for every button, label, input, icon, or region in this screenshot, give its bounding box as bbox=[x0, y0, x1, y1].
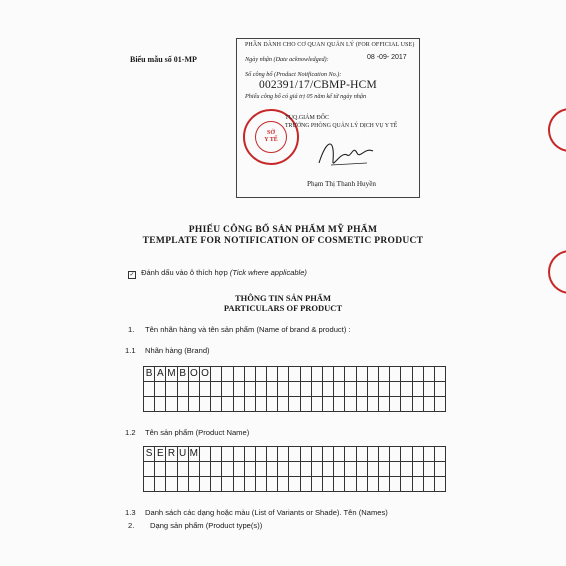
grid-cell bbox=[211, 367, 222, 382]
grid-cell bbox=[289, 382, 300, 397]
tick-instruction-en: (Tick where applicable) bbox=[229, 268, 307, 277]
signer-name: Phạm Thị Thanh Huyền bbox=[307, 180, 377, 188]
grid-cell bbox=[211, 477, 222, 492]
grid-cell bbox=[255, 382, 266, 397]
grid-cell bbox=[278, 397, 289, 412]
grid-cell bbox=[356, 462, 367, 477]
date-acknowledged-value: 08 -09- 2017 bbox=[367, 54, 407, 61]
grid-cell bbox=[334, 382, 345, 397]
grid-cell: B bbox=[177, 367, 188, 382]
grid-row bbox=[144, 367, 446, 382]
grid-cell bbox=[222, 462, 233, 477]
seal-text-top: SỞ bbox=[266, 130, 275, 136]
grid-cell bbox=[289, 477, 300, 492]
grid-cell bbox=[300, 367, 311, 382]
grid-cell bbox=[401, 382, 412, 397]
grid-cell bbox=[166, 462, 177, 477]
grid-cell bbox=[412, 382, 423, 397]
grid-cell bbox=[233, 382, 244, 397]
grid-cell bbox=[188, 462, 199, 477]
grid-cell: A bbox=[155, 367, 166, 382]
grid-cell bbox=[278, 462, 289, 477]
grid-cell bbox=[323, 477, 334, 492]
grid-cell: O bbox=[188, 367, 199, 382]
grid-cell bbox=[300, 397, 311, 412]
handwritten-signature bbox=[317, 133, 377, 173]
item-1-2-number: 1.2 bbox=[125, 428, 136, 437]
grid-cell bbox=[401, 447, 412, 462]
grid-cell bbox=[199, 397, 210, 412]
grid-cell bbox=[434, 477, 445, 492]
grid-cell bbox=[188, 477, 199, 492]
grid-cell bbox=[255, 367, 266, 382]
document-title-en: TEMPLATE FOR NOTIFICATION OF COSMETIC PRODUCT bbox=[142, 236, 424, 246]
grid-row bbox=[144, 447, 446, 462]
grid-cell bbox=[166, 382, 177, 397]
grid-cell bbox=[345, 477, 356, 492]
item-1-1-text: Nhãn hàng (Brand) bbox=[145, 346, 210, 355]
grid-cell bbox=[267, 477, 278, 492]
grid-cell bbox=[199, 477, 210, 492]
grid-cell bbox=[222, 397, 233, 412]
item-2-text: Dạng sản phẩm (Product type(s)) bbox=[150, 521, 263, 530]
grid-cell bbox=[244, 477, 255, 492]
grid-cell bbox=[356, 447, 367, 462]
grid-cell: E bbox=[155, 447, 166, 462]
grid-cell bbox=[233, 477, 244, 492]
grid-cell bbox=[401, 462, 412, 477]
tick-instruction-vi: Đánh dấu vào ô thích hợp bbox=[141, 268, 228, 277]
item-1-1-number: 1.1 bbox=[125, 346, 136, 355]
grid-cell bbox=[423, 382, 434, 397]
grid-cell bbox=[199, 447, 210, 462]
grid-cell bbox=[233, 397, 244, 412]
item-2-number: 2. bbox=[128, 521, 135, 530]
grid-cell bbox=[345, 447, 356, 462]
grid-row bbox=[144, 462, 446, 477]
grid-cell bbox=[188, 382, 199, 397]
grid-cell bbox=[155, 382, 166, 397]
notification-no-label: Số công bố (Product Notification No.): bbox=[245, 71, 342, 78]
grid-cell bbox=[311, 447, 322, 462]
grid-cell bbox=[323, 397, 334, 412]
grid-cell: U bbox=[177, 447, 188, 462]
grid-cell bbox=[233, 447, 244, 462]
grid-cell bbox=[334, 367, 345, 382]
date-acknowledged-label: Ngày nhận (Date acknowledged): bbox=[245, 56, 329, 63]
grid-cell bbox=[300, 477, 311, 492]
grid-cell bbox=[233, 462, 244, 477]
grid-cell bbox=[188, 397, 199, 412]
grid-cell bbox=[334, 477, 345, 492]
grid-cell bbox=[211, 462, 222, 477]
grid-cell bbox=[378, 462, 389, 477]
grid-cell bbox=[211, 382, 222, 397]
tick-checkbox-icon: ✓ bbox=[129, 272, 135, 278]
grid-cell bbox=[222, 382, 233, 397]
grid-cell bbox=[367, 367, 378, 382]
document-title-vi: PHIẾU CÔNG BỐ SẢN PHẨM MỸ PHẨM bbox=[188, 225, 378, 235]
grid-cell bbox=[401, 477, 412, 492]
grid-cell bbox=[390, 397, 401, 412]
brand-name-grid bbox=[143, 366, 446, 412]
grid-cell bbox=[177, 462, 188, 477]
form-number: Biểu mẫu số 01-MP bbox=[130, 55, 197, 64]
grid-cell bbox=[222, 367, 233, 382]
grid-cell bbox=[255, 462, 266, 477]
grid-cell bbox=[356, 397, 367, 412]
grid-cell bbox=[222, 477, 233, 492]
item-1-2-text: Tên sản phẩm (Product Name) bbox=[145, 428, 250, 437]
grid-cell bbox=[199, 382, 210, 397]
grid-cell bbox=[401, 367, 412, 382]
grid-cell bbox=[378, 477, 389, 492]
grid-cell bbox=[334, 462, 345, 477]
grid-cell: S bbox=[144, 447, 155, 462]
grid-cell bbox=[166, 397, 177, 412]
grid-cell bbox=[356, 382, 367, 397]
grid-cell bbox=[300, 447, 311, 462]
grid-cell bbox=[289, 367, 300, 382]
item-1-3-text: Danh sách các dạng hoặc màu (List of Variants or Shade). Tên (Names) bbox=[145, 508, 388, 517]
validity-note: Phiếu công bố có giá trị 05 năm kể từ ngày nhận bbox=[245, 93, 367, 100]
grid-cell bbox=[255, 397, 266, 412]
grid-cell bbox=[166, 477, 177, 492]
grid-cell bbox=[311, 477, 322, 492]
grid-cell bbox=[267, 382, 278, 397]
grid-cell bbox=[199, 462, 210, 477]
grid-cell bbox=[278, 367, 289, 382]
grid-cell bbox=[267, 447, 278, 462]
grid-cell bbox=[434, 382, 445, 397]
grid-cell bbox=[434, 447, 445, 462]
grid-cell bbox=[356, 477, 367, 492]
grid-cell bbox=[412, 447, 423, 462]
product-name-grid bbox=[143, 446, 446, 492]
grid-cell bbox=[390, 382, 401, 397]
grid-cell bbox=[378, 382, 389, 397]
stamp-title-department: TRƯỞNG PHÒNG QUẢN LÝ DỊCH VỤ Y TẾ bbox=[285, 123, 398, 129]
grid-cell bbox=[244, 447, 255, 462]
grid-cell bbox=[345, 462, 356, 477]
grid-cell bbox=[412, 367, 423, 382]
grid-cell bbox=[356, 367, 367, 382]
official-use-header: PHẦN DÀNH CHO CƠ QUAN QUẢN LÝ (FOR OFFICIAL USE) bbox=[245, 42, 415, 48]
grid-cell bbox=[311, 382, 322, 397]
grid-cell bbox=[144, 382, 155, 397]
item-1-number: 1. bbox=[128, 325, 135, 334]
grid-cell bbox=[177, 397, 188, 412]
seal-text-bottom: Y TẾ bbox=[264, 137, 278, 143]
grid-cell bbox=[244, 382, 255, 397]
grid-cell bbox=[289, 462, 300, 477]
grid-cell bbox=[423, 367, 434, 382]
stamp-title-director: TUQ.GIÁM ĐỐC bbox=[285, 115, 329, 121]
grid-cell bbox=[334, 447, 345, 462]
grid-cell bbox=[177, 477, 188, 492]
grid-cell bbox=[155, 477, 166, 492]
grid-cell bbox=[323, 462, 334, 477]
grid-cell bbox=[345, 382, 356, 397]
grid-cell bbox=[412, 477, 423, 492]
grid-cell bbox=[278, 477, 289, 492]
grid-cell bbox=[390, 462, 401, 477]
grid-cell: O bbox=[199, 367, 210, 382]
grid-cell bbox=[334, 397, 345, 412]
grid-cell bbox=[255, 477, 266, 492]
grid-cell bbox=[278, 447, 289, 462]
grid-cell bbox=[289, 447, 300, 462]
grid-cell bbox=[300, 462, 311, 477]
grid-row bbox=[144, 477, 446, 492]
grid-cell bbox=[278, 382, 289, 397]
grid-cell bbox=[390, 477, 401, 492]
grid-cell bbox=[311, 367, 322, 382]
grid-cell bbox=[434, 367, 445, 382]
official-use-box bbox=[236, 38, 420, 198]
grid-cell bbox=[255, 447, 266, 462]
grid-cell bbox=[323, 367, 334, 382]
grid-cell bbox=[401, 397, 412, 412]
grid-cell bbox=[367, 477, 378, 492]
grid-cell bbox=[144, 477, 155, 492]
grid-cell bbox=[367, 447, 378, 462]
grid-cell: M bbox=[188, 447, 199, 462]
grid-cell bbox=[412, 462, 423, 477]
section-title-en: PARTICULARS OF PRODUCT bbox=[223, 303, 343, 313]
item-1-3-number: 1.3 bbox=[125, 508, 136, 517]
grid-cell bbox=[434, 397, 445, 412]
grid-cell bbox=[367, 397, 378, 412]
grid-cell: M bbox=[166, 367, 177, 382]
grid-cell bbox=[367, 462, 378, 477]
grid-cell bbox=[211, 447, 222, 462]
grid-cell bbox=[244, 367, 255, 382]
grid-cell bbox=[434, 462, 445, 477]
grid-cell bbox=[144, 397, 155, 412]
grid-cell bbox=[390, 447, 401, 462]
grid-cell bbox=[345, 397, 356, 412]
grid-cell bbox=[177, 382, 188, 397]
item-1-text: Tên nhãn hàng và tên sản phẩm (Name of brand & product) : bbox=[145, 325, 351, 334]
grid-cell bbox=[155, 397, 166, 412]
grid-cell bbox=[323, 447, 334, 462]
grid-cell bbox=[267, 367, 278, 382]
grid-cell bbox=[244, 397, 255, 412]
grid-cell: R bbox=[166, 447, 177, 462]
grid-cell bbox=[367, 382, 378, 397]
partial-stamp-icon bbox=[548, 108, 566, 152]
grid-cell bbox=[267, 397, 278, 412]
grid-cell bbox=[311, 397, 322, 412]
grid-cell bbox=[144, 462, 155, 477]
tick-instruction bbox=[128, 268, 307, 278]
partial-stamp-icon bbox=[548, 250, 566, 294]
grid-cell bbox=[378, 447, 389, 462]
grid-row bbox=[144, 382, 446, 397]
grid-cell bbox=[311, 462, 322, 477]
grid-cell bbox=[423, 477, 434, 492]
grid-cell bbox=[222, 447, 233, 462]
grid-cell bbox=[323, 382, 334, 397]
grid-cell bbox=[267, 462, 278, 477]
grid-cell bbox=[423, 397, 434, 412]
grid-cell bbox=[211, 397, 222, 412]
grid-cell bbox=[423, 462, 434, 477]
grid-cell bbox=[233, 367, 244, 382]
grid-cell bbox=[300, 382, 311, 397]
grid-cell bbox=[378, 397, 389, 412]
grid-cell bbox=[378, 367, 389, 382]
grid-cell bbox=[390, 367, 401, 382]
grid-cell bbox=[289, 397, 300, 412]
grid-cell bbox=[423, 447, 434, 462]
grid-row bbox=[144, 397, 446, 412]
grid-cell bbox=[412, 397, 423, 412]
grid-cell bbox=[345, 367, 356, 382]
grid-cell: B bbox=[144, 367, 155, 382]
section-title-vi: THÔNG TIN SẢN PHẨM bbox=[235, 293, 331, 303]
grid-cell bbox=[155, 462, 166, 477]
notification-number: 002391/17/CBMP-HCM bbox=[259, 79, 377, 91]
grid-cell bbox=[244, 462, 255, 477]
